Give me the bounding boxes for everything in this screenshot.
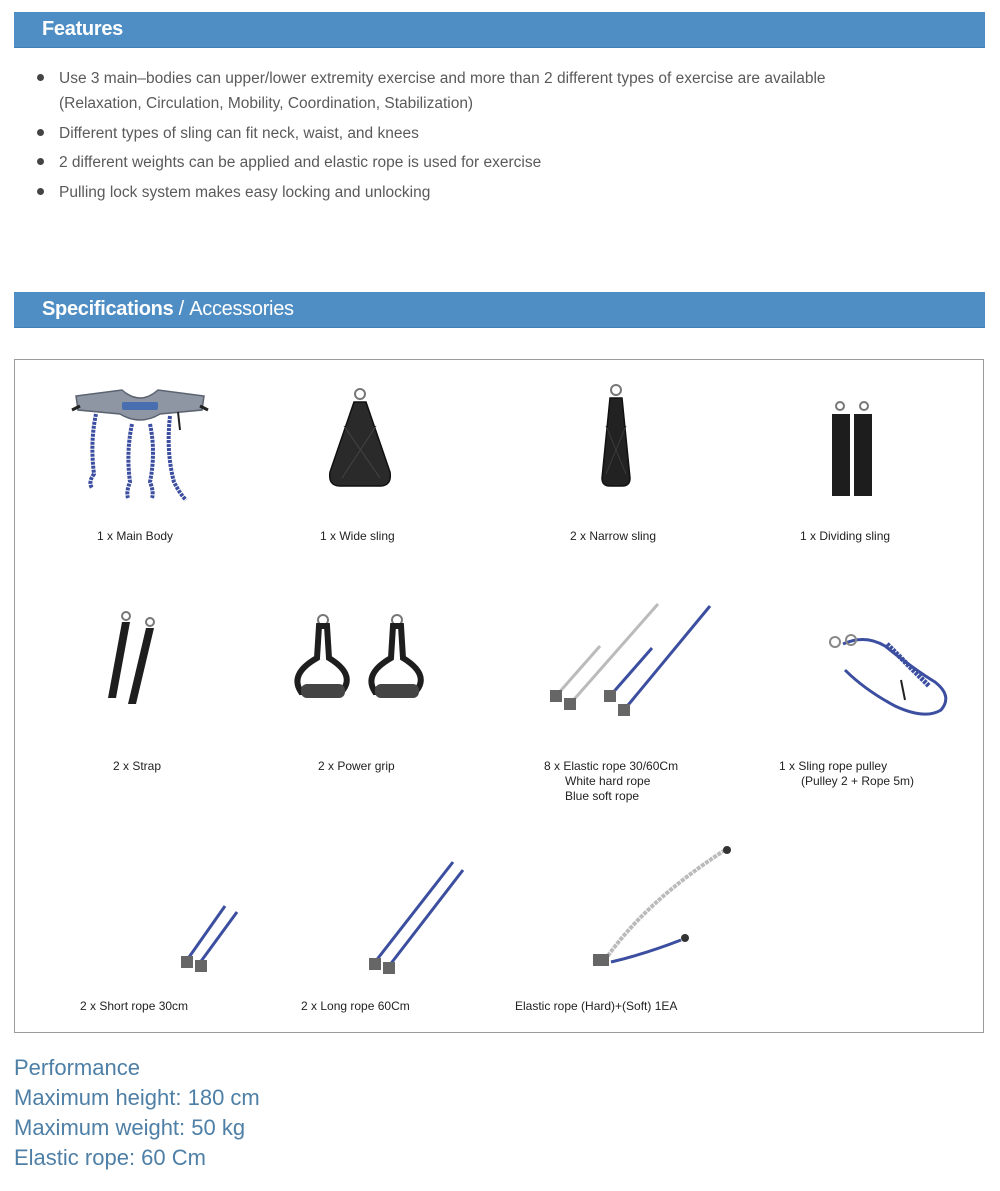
caption-strap: 2 x Strap — [113, 759, 162, 773]
accessory-power-grip — [245, 612, 475, 704]
bullet-icon — [37, 129, 44, 136]
main-body-image — [70, 382, 210, 508]
accessories-panel — [14, 359, 984, 1033]
bullet-icon — [37, 74, 44, 81]
features-title: Features — [42, 18, 123, 40]
accessory-strap — [21, 606, 251, 706]
feature-text: Use 3 main–bodies can upper/lower extremity exercise and more than 2 different types of exercise are available — [59, 70, 826, 87]
specifications-header-bar — [14, 292, 985, 328]
accessory-elastic-rope-hard-soft — [545, 842, 775, 974]
feature-text: Different types of sling can fit neck, waist, and knees — [59, 124, 419, 142]
caption-elastic-rope-white: White hard rope — [565, 774, 651, 788]
feature-item — [36, 180, 936, 205]
features-list — [36, 66, 936, 209]
accessory-short-rope — [95, 898, 325, 974]
feature-item — [36, 121, 936, 146]
bullet-icon — [37, 188, 44, 195]
feature-text: Pulling lock system makes easy locking and unlocking — [59, 183, 431, 201]
accessory-elastic-rope — [515, 596, 745, 722]
accessory-main-body — [25, 382, 255, 508]
wide-sling-image — [320, 386, 400, 490]
feature-item — [36, 150, 936, 175]
caption-elastic-rope-hard-soft: Elastic rope (Hard)+(Soft) 1EA — [515, 999, 678, 1013]
caption-power-grip: 2 x Power grip — [318, 759, 395, 773]
performance-max-weight: Maximum weight: 50 kg — [14, 1115, 246, 1140]
accessory-wide-sling — [245, 386, 475, 490]
performance-section — [14, 1053, 260, 1173]
power-grip-image — [285, 612, 435, 704]
accessory-narrow-sling — [501, 382, 731, 490]
caption-elastic-rope: 8 x Elastic rope 30/60Cm — [544, 759, 679, 773]
caption-wide-sling: 1 x Wide sling — [320, 529, 395, 543]
caption-narrow-sling: 2 x Narrow sling — [570, 529, 657, 543]
accessories-label: Accessories — [189, 298, 294, 320]
title-separator: / — [178, 298, 184, 320]
sling-rope-pulley-image — [825, 630, 955, 720]
long-rope-image — [361, 854, 471, 976]
elastic-rope-image — [540, 596, 720, 722]
accessory-dividing-sling — [737, 398, 967, 500]
feature-item — [36, 66, 936, 116]
caption-dividing-sling: 1 x Dividing sling — [800, 529, 891, 543]
feature-subtext: (Relaxation, Circulation, Mobility, Coordination, Stabilization) — [59, 95, 474, 112]
features-header-bar — [14, 12, 985, 48]
caption-sling-rope-pulley: 1 x Sling rope pulley — [779, 759, 888, 773]
specifications-label: Specifications — [42, 298, 174, 320]
caption-long-rope: 2 x Long rope 60Cm — [301, 999, 410, 1013]
elastic-rope-hard-soft-image — [585, 842, 735, 974]
dividing-sling-image — [822, 398, 882, 500]
strap-image — [96, 606, 176, 706]
short-rope-image — [175, 898, 245, 974]
feature-text: 2 different weights can be applied and elastic rope is used for exercise — [59, 154, 542, 171]
performance-title: Performance — [14, 1055, 140, 1080]
performance-elastic-rope: Elastic rope: 60 Cm — [14, 1145, 206, 1170]
specifications-title — [42, 298, 294, 321]
caption-sling-rope-pulley-detail: (Pulley 2 + Rope 5m) — [801, 774, 915, 788]
caption-elastic-rope-blue: Blue soft rope — [565, 789, 640, 803]
accessory-sling-rope-pulley — [775, 630, 1000, 720]
accessory-long-rope — [301, 854, 531, 976]
caption-short-rope: 2 x Short rope 30cm — [80, 999, 189, 1013]
performance-max-height: Maximum height: 180 cm — [14, 1085, 260, 1110]
caption-main-body: 1 x Main Body — [97, 529, 174, 543]
narrow-sling-image — [586, 382, 646, 490]
bullet-icon — [37, 158, 44, 165]
